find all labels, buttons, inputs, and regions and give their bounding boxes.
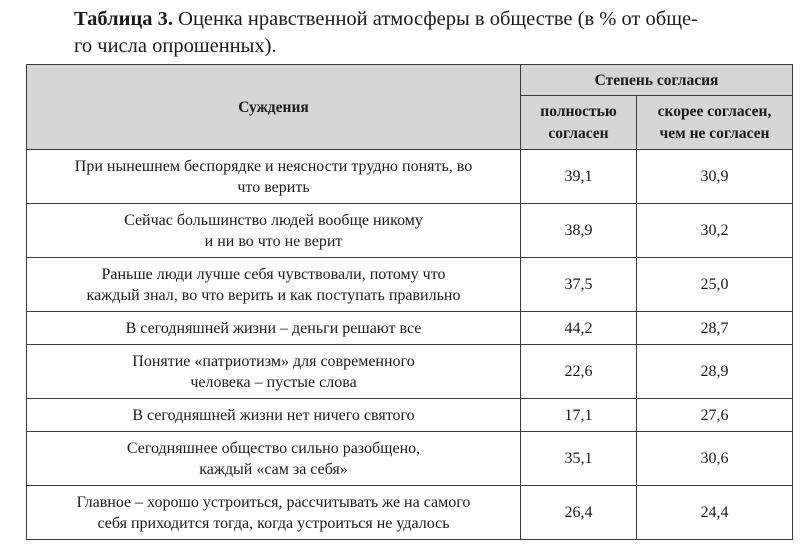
statement-cell: В сегодняшней жизни – деньги решают все bbox=[27, 312, 521, 345]
table-row bbox=[27, 258, 793, 312]
rather-agree-value: 25,0 bbox=[637, 258, 793, 312]
fully-agree-value: 39,1 bbox=[521, 150, 637, 204]
statement-line1: Главное – хорошо устроиться, рассчитывать же на самого bbox=[76, 493, 471, 511]
rather-agree-value: 24,4 bbox=[637, 486, 793, 540]
table-row bbox=[27, 312, 793, 345]
caption-text-line2: го числа опрошенных). bbox=[74, 35, 277, 57]
table-caption bbox=[74, 6, 764, 60]
statement-cell: В сегодняшней жизни нет ничего святого bbox=[27, 399, 521, 432]
header-judgments: Суждения bbox=[27, 65, 521, 150]
caption-label: Таблица 3. bbox=[74, 8, 174, 30]
rather-agree-value: 30,2 bbox=[637, 204, 793, 258]
table-row bbox=[27, 432, 793, 486]
rather-agree-value: 28,7 bbox=[637, 312, 793, 345]
statement-line2: и ни во что не верит bbox=[204, 232, 343, 250]
fully-agree-value: 37,5 bbox=[521, 258, 637, 312]
table-row bbox=[27, 399, 793, 432]
table-row bbox=[27, 150, 793, 204]
caption-text-line1: Оценка нравственной атмосферы в обществе (в % от обще- bbox=[173, 8, 698, 30]
fully-agree-value: 35,1 bbox=[521, 432, 637, 486]
statement-line2: каждый знал, во что верить и как поступать правильно bbox=[86, 286, 461, 304]
statement-line2: каждый «сам за себя» bbox=[199, 460, 348, 478]
fully-agree-value: 44,2 bbox=[521, 312, 637, 345]
table-row bbox=[27, 204, 793, 258]
statement-line1: Понятие «патриотизм» для современного bbox=[132, 352, 415, 370]
fully-agree-value: 26,4 bbox=[521, 486, 637, 540]
header-fully-agree-line2: согласен bbox=[548, 124, 609, 142]
statement-cell bbox=[27, 150, 521, 204]
statement-cell bbox=[27, 345, 521, 399]
fully-agree-value: 38,9 bbox=[521, 204, 637, 258]
statement-line2: себя приходится тогда, когда устроиться не удалось bbox=[97, 514, 450, 532]
statement-cell bbox=[27, 258, 521, 312]
table-row bbox=[27, 486, 793, 540]
header-fully-agree-line1: полностью bbox=[540, 102, 617, 120]
statement-cell bbox=[27, 204, 521, 258]
rather-agree-value: 28,9 bbox=[637, 345, 793, 399]
opinion-table bbox=[26, 64, 793, 540]
rather-agree-value: 27,6 bbox=[637, 399, 793, 432]
statement-line1: Сейчас большинство людей вообще никому bbox=[124, 211, 423, 229]
rather-agree-value: 30,6 bbox=[637, 432, 793, 486]
statement-line2: что верить bbox=[237, 178, 310, 196]
statement-cell bbox=[27, 432, 521, 486]
rather-agree-value: 30,9 bbox=[637, 150, 793, 204]
header-rather-agree-line2: чем не согласен bbox=[659, 124, 770, 142]
table-row bbox=[27, 345, 793, 399]
statement-line1: Сегодняшнее общество сильно разобщено, bbox=[126, 439, 421, 457]
statement-line1: При нынешнем беспорядке и неясности трудно понять, во bbox=[74, 157, 473, 175]
statement-line1: Раньше люди лучше себя чувствовали, потому что bbox=[101, 265, 446, 283]
fully-agree-value: 22,6 bbox=[521, 345, 637, 399]
header-rather-agree bbox=[637, 96, 793, 150]
header-fully-agree bbox=[521, 96, 637, 150]
fully-agree-value: 17,1 bbox=[521, 399, 637, 432]
header-agreement-degree: Степень согласия bbox=[521, 65, 793, 96]
header-rather-agree-line1: скорее согласен, bbox=[657, 102, 772, 120]
statement-line2: человека – пустые слова bbox=[190, 373, 357, 391]
statement-cell bbox=[27, 486, 521, 540]
